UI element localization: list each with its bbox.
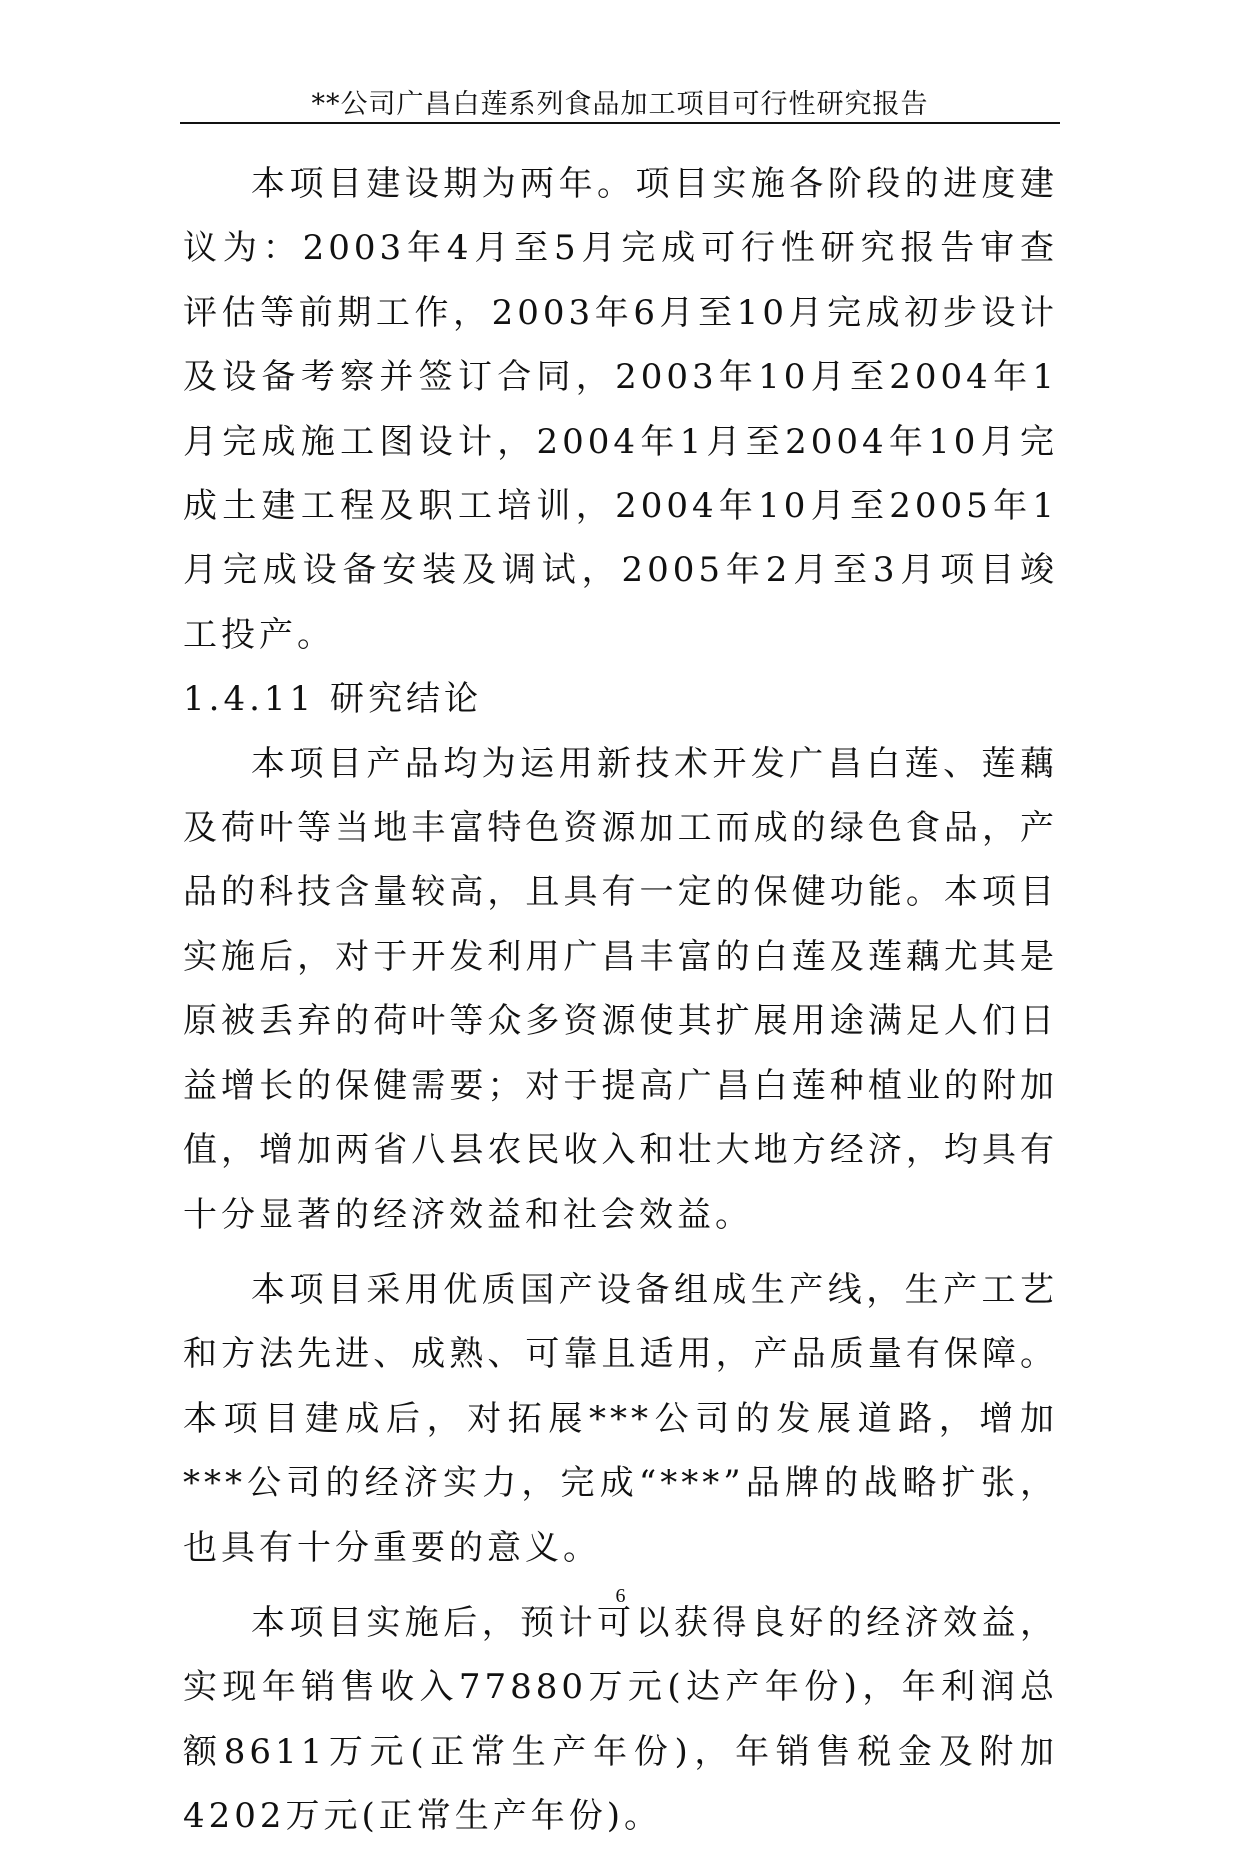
paragraph-conclusion-economics: 本项目实施后，预计可以获得良好的经济效益，实现年销售收入77880万元(达产年份)，年利润总额8611万元(正常生产年份)，年销售税金及附加4202万元(正常生产年份)。 [183,1602,1058,1837]
header-rule [180,122,1060,124]
paragraph-conclusion-products: 本项目产品均为运用新技术开发广昌白莲、莲藕及荷叶等当地丰富特色资源加工而成的绿色食品，产品的科技含量较高，且具有一定的保健功能。本项目实施后，对于开发利用广昌丰富的白莲及莲藕尤其是原被丢弃的荷叶等众多资源使其扩展用途满足人们日益增长的保健需要；对于提高广昌白莲种植业的附加值，增加两省八县农民收入和壮大地方经济，均具有十分显著的经济效益和社会效益。 [183,743,1058,1235]
section-heading: 1.4.11 研究结论 [183,679,482,720]
paragraph-conclusion-equipment: 本项目采用优质国产设备组成生产线，生产工艺和方法先进、成熟、可靠且适用，产品质量有保障。本项目建成后，对拓展***公司的发展道路，增加***公司的经济实力，完成“***”品牌的战略扩张，也具有十分重要的意义。 [183,1269,1058,1568]
paragraph-construction-schedule: 本项目建设期为两年。项目实施各阶段的进度建议为：2003年4月至5月完成可行性研究报告审查评估等前期工作，2003年6月至10月完成初步设计及设备考察并签订合同，2003年10月至2004年1月完成施工图设计，2004年1月至2004年10月完成土建工程及职工培训，2004年10月至2005年1月完成设备安装及调试，2005年2月至3月项目竣工投产。 [183,164,1058,655]
running-header: **公司广昌白莲系列食品加工项目可行性研究报告 [311,89,929,120]
page-number: 6 [615,1585,626,1607]
